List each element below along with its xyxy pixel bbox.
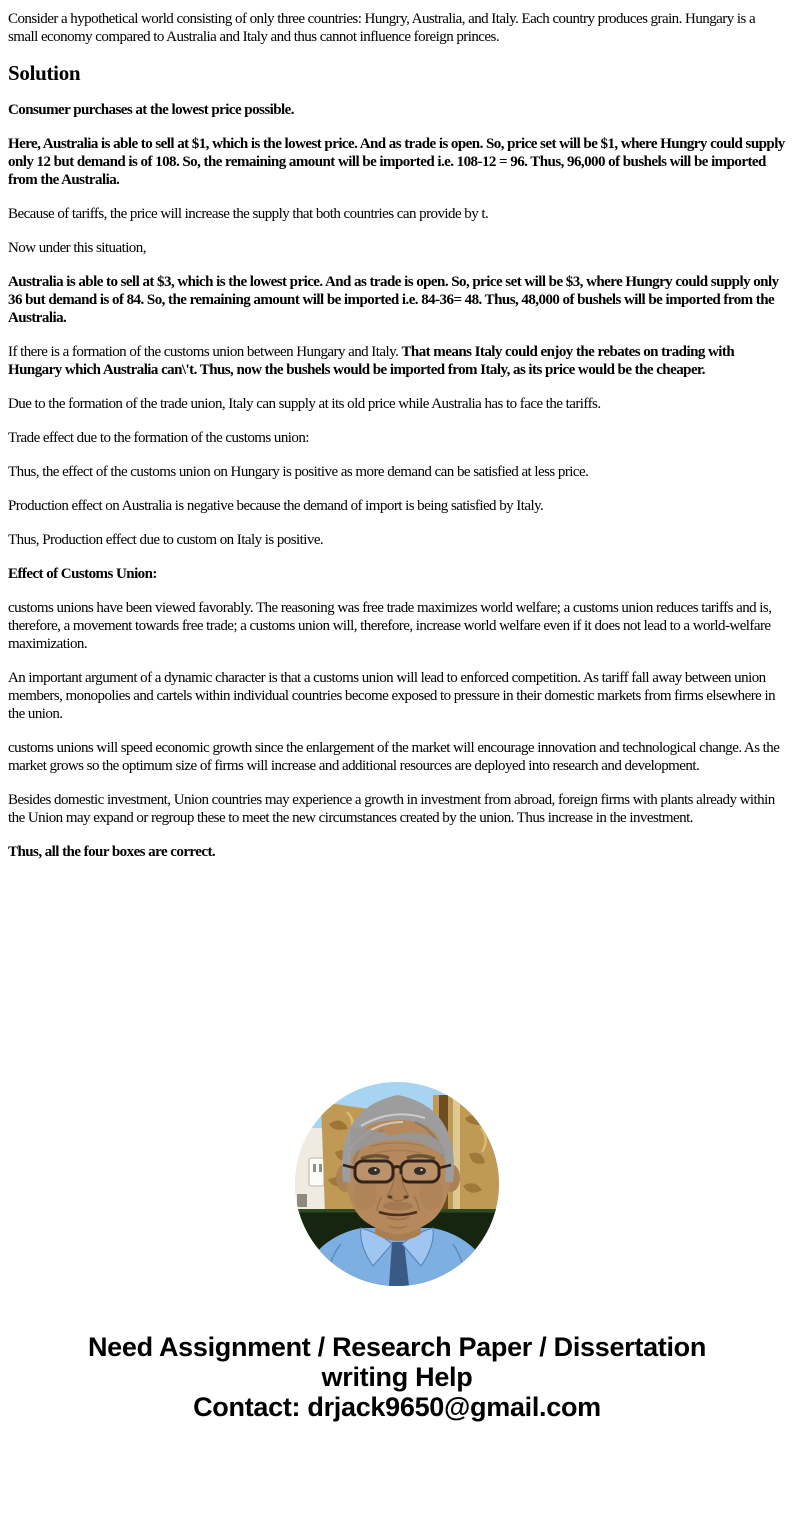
paragraph-hungary-effect: Thus, the effect of the customs union on Hungary is positive as more demand can be satisfied at less price.	[8, 464, 589, 480]
promo-banner	[8, 1332, 786, 1422]
paragraph-trade-union-effect: Due to the formation of the trade union, Italy can supply at its old price while Australia has to face the tariffs.	[8, 396, 601, 412]
effects-of-customs-union-heading: Effect of Customs Union:	[8, 566, 157, 582]
paragraph-consumer-rule: Consumer purchases at the lowest price possible.	[8, 102, 294, 118]
solution-heading: Solution	[8, 61, 81, 85]
paragraph-competition: An important argument of a dynamic character is that a customs union will lead to enforced competition. As tariff fall away between union members, monopolies and cartels within individual countries become exposed to pressure in their domestic markets from firms elsewhere in the union.	[8, 670, 776, 722]
paragraph-italy-production-effect: Thus, Production effect due to custom on Italy is positive.	[8, 532, 324, 548]
paragraph-welfare: customs unions have been viewed favorably. The reasoning was free trade maximizes world welfare; a customs union reduces tariffs and is, therefore, a movement towards free trade; a customs union will, therefore, increase world welfare even if it does not lead to a world-welfare maximization.	[8, 600, 772, 652]
paragraph-customs-union-formation	[8, 343, 786, 379]
paragraph-australia-production-effect: Production effect on Australia is negative because the demand of import is being satisfied by Italy.	[8, 498, 544, 514]
tutor-avatar-image	[295, 1082, 499, 1286]
paragraph-trade-effect-label: Trade effect due to the formation of the customs union:	[8, 430, 309, 446]
paragraph-conclusion: Thus, all the four boxes are correct.	[8, 844, 216, 860]
promo-line-2: writing Help	[321, 1362, 473, 1392]
paragraph-growth: customs unions will speed economic growth since the enlargement of the market will encourage innovation and technological change. As the market grows so the optimum size of firms will increase and additional resources are deployed into research and development.	[8, 740, 780, 774]
formation-bold-text: That means Italy could enjoy the rebates on trading with Hungary which Australia can\'t. Thus, now the bushels would be imported from Italy, as its price would be the cheaper.	[8, 344, 735, 378]
paragraph-intro: Consider a hypothetical world consisting of only three countries: Hungry, Australia, and Italy. Each country produces grain. Hungary is a small economy compared to Australia and Italy and thus cannot influence foreign princes.	[8, 11, 756, 45]
promo-contact-email: Contact: drjack9650@gmail.com	[193, 1392, 601, 1422]
paragraph-tariffs-note: Because of tariffs, the price will increase the supply that both countries can provide by t.	[8, 206, 489, 222]
paragraph-scenario-price-1: Here, Australia is able to sell at $1, which is the lowest price. And as trade is open. So, price set will be $1, where Hungry could supply only 12 but demand is of 108. So, the remaining amount will be imported i.e. 108-12 = 96. Thus, 96,000 of bushels will be imported from the Australia.	[8, 136, 785, 188]
promo-line-1: Need Assignment / Research Paper / Dissertation	[87, 1332, 707, 1362]
paragraph-scenario-price-3: Australia is able to sell at $3, which is the lowest price. And as trade is open. So, price set will be $3, where Hungry could supply only 36 but demand is of 84. So, the remaining amount will be imported i.e. 84-36= 48. Thus, 48,000 of bushels will be imported from the Australia.	[8, 274, 779, 326]
formation-normal-text: If there is a formation of the customs union between Hungary and Italy.	[8, 344, 402, 360]
paragraph-situation-intro: Now under this situation,	[8, 240, 146, 256]
author-avatar	[295, 1082, 499, 1286]
paragraph-investment: Besides domestic investment, Union countries may experience a growth in investment from abroad, foreign firms with plants already within the Union may expand or regroup these to meet the new circumstances created by the union. Thus increase in the investment.	[8, 792, 775, 826]
